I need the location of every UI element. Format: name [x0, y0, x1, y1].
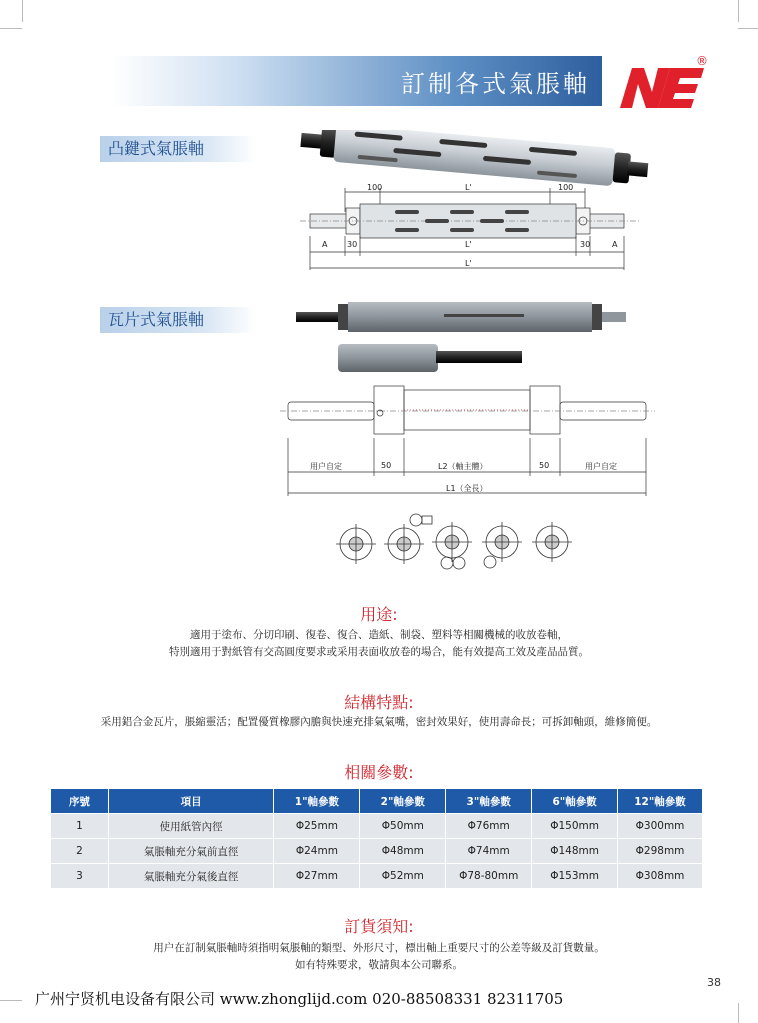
params-heading: 相關參數:	[344, 763, 414, 782]
params-table	[50, 788, 703, 889]
table-cell: Φ50mm	[360, 814, 446, 839]
dim-label: L1（全長）	[446, 484, 488, 493]
dim-label: A	[322, 240, 328, 249]
column-header: 1"軸參數	[274, 789, 360, 814]
dim-label: A	[612, 240, 618, 249]
dim-label: L2（軸主體）	[438, 462, 488, 471]
table-row	[51, 864, 703, 889]
structure-line-1: 采用鋁合金瓦片，脹縮靈活；配置優質橡膠內膽與快速充排氣氣嘴，密封效果好，使用壽命長；可拆卸軸頭，維修簡便。	[100, 716, 658, 728]
crop-mark	[0, 1000, 22, 1001]
dim-label: L'	[465, 259, 472, 268]
company-footer: 广州宁贤机电设备有限公司 www.zhonglijd.com 020-88508331 82311705	[35, 990, 564, 1008]
table-cell: 氣脹軸充分氣前直徑	[108, 839, 274, 864]
dim-label: L'	[465, 240, 472, 249]
column-header: 序號	[51, 789, 109, 814]
tile-shaft-photo	[294, 298, 636, 338]
dim-label: 30	[580, 240, 591, 249]
dim-label: 50	[381, 461, 392, 470]
table-cell: Φ48mm	[360, 839, 446, 864]
registered-mark: ®	[696, 54, 708, 68]
dim-label: 30	[347, 240, 358, 249]
tile-shaft-drawing	[280, 380, 660, 500]
cam-shaft-photo	[298, 130, 650, 188]
crop-mark	[0, 28, 22, 29]
table-cell: 2	[51, 839, 109, 864]
ne-logo	[612, 54, 712, 114]
table-cell: Φ24mm	[274, 839, 360, 864]
cross-section-diagrams	[336, 510, 576, 574]
section-label-tile: 瓦片式氣脹軸	[100, 307, 256, 333]
table-cell: 氣脹軸充分氣後直徑	[108, 864, 274, 889]
table-cell: Φ298mm	[618, 839, 703, 864]
table-cell: 3	[51, 864, 109, 889]
usage-line-2: 特別適用于對紙管有交高圓度要求或采用表面收放卷的場合，能有效提高工效及產品品質。	[169, 646, 589, 658]
tile-shaft-part-photo	[336, 342, 526, 376]
table-cell: Φ300mm	[618, 814, 703, 839]
column-header: 12"軸參數	[618, 789, 703, 814]
column-header: 6"軸參數	[532, 789, 618, 814]
table-cell: Φ27mm	[274, 864, 360, 889]
structure-heading: 結構特點:	[344, 693, 414, 712]
crop-mark	[22, 0, 23, 22]
crop-mark	[738, 1003, 739, 1023]
dim-label: 100	[367, 183, 383, 192]
dim-label: L'	[465, 183, 472, 192]
usage-heading: 用途:	[360, 605, 398, 624]
column-header: 3"軸參數	[446, 789, 532, 814]
table-cell: Φ308mm	[618, 864, 703, 889]
table-cell: Φ153mm	[532, 864, 618, 889]
table-cell: Φ76mm	[446, 814, 532, 839]
table-row	[51, 814, 703, 839]
table-cell: 使用紙管內徑	[108, 814, 274, 839]
page-title: 訂制各式氣脹軸	[401, 70, 590, 98]
column-header: 項目	[108, 789, 274, 814]
title-banner	[112, 56, 602, 106]
usage-line-1: 適用于塗布、分切印刷、復卷、復合、造紙、制袋、塑料等相關機械的收放卷軸，	[190, 629, 568, 641]
order-heading: 訂貨須知:	[344, 917, 414, 936]
table-cell: Φ52mm	[360, 864, 446, 889]
table-row	[51, 839, 703, 864]
crop-mark	[738, 28, 758, 29]
page-number: 38	[707, 976, 721, 989]
order-line-2: 如有特殊要求，敬請與本公司聯系。	[295, 959, 463, 971]
table-cell: Φ78-80mm	[446, 864, 532, 889]
crop-mark	[738, 0, 739, 22]
table-cell: Φ148mm	[532, 839, 618, 864]
section-label-cam: 凸鍵式氣脹軸	[100, 136, 256, 162]
table-cell: Φ25mm	[274, 814, 360, 839]
column-header: 2"軸參數	[360, 789, 446, 814]
table-cell: 1	[51, 814, 109, 839]
dim-label: 用户自定	[585, 462, 617, 471]
order-line-1: 用户在訂制氣脹軸時須指明氣脹軸的類型、外形尺寸，標出軸上重要尺寸的公差等級及訂貨數量。	[153, 942, 605, 954]
table-header-row	[51, 789, 703, 814]
table-cell: Φ150mm	[532, 814, 618, 839]
table-cell: Φ74mm	[446, 839, 532, 864]
dim-label: 100	[558, 183, 574, 192]
dim-label: 用户自定	[310, 462, 342, 471]
dim-label: 50	[539, 461, 550, 470]
